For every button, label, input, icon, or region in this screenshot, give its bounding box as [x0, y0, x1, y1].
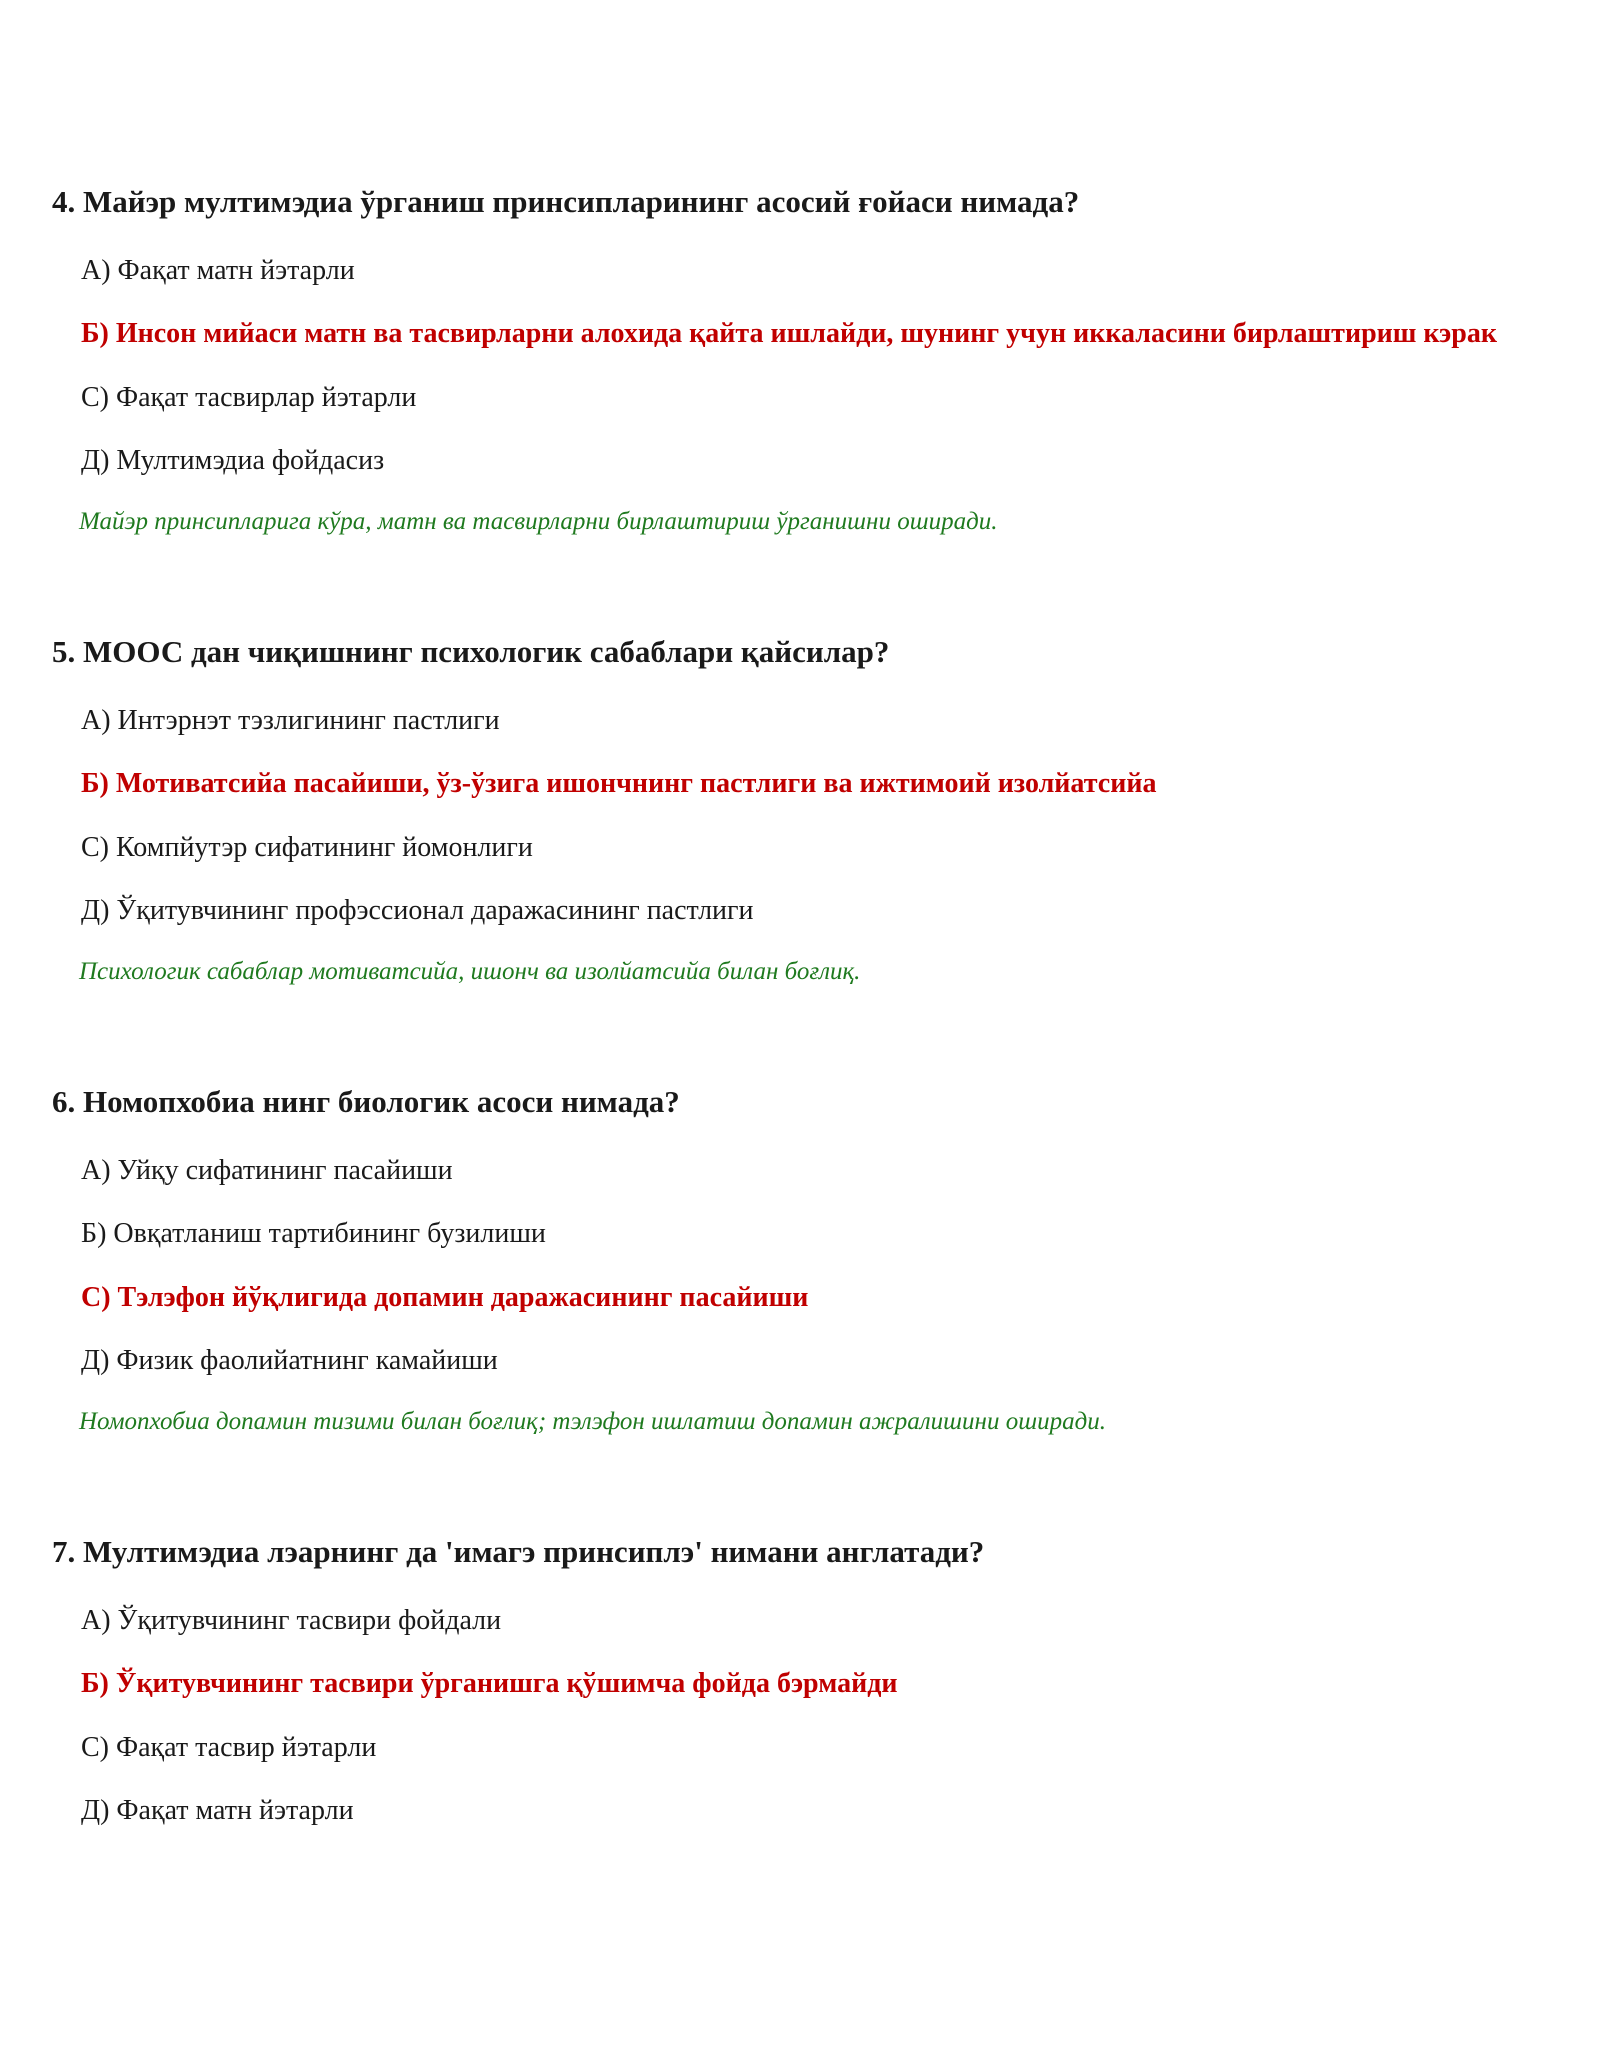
explanation: Психологик сабаблар мотиватсийа, ишонч ва изолйатсийа билан боғлиқ. [79, 958, 861, 985]
option-a: А) Фақат матн йэтарли [81, 255, 355, 286]
option-d: Д) Мултимэдиа фойдасиз [81, 445, 385, 476]
option-d: Д) Ўқитувчининг профэссионал даражасининг пастлиги [81, 895, 754, 926]
explanation: Майэр принсипларига кўра, матн ва тасвирларни бирлаштириш ўрганишни оширади. [79, 508, 998, 535]
option-b-correct: Б) Инсон мийаси матн ва тасвирларни алохида қайта ишлайди, шунинг учун иккаласини бирлаштириш кэрак [81, 318, 1497, 349]
question-title: 6. Номопхобиа нинг биологик асоси нимада? [52, 1084, 680, 1119]
option-c: С) Фақат тасвирлар йэтарли [81, 382, 417, 413]
option-a: А) Интэрнэт тэзлигининг пастлиги [81, 705, 500, 736]
option-c-correct: С) Тэлэфон йўқлигида допамин даражасининг пасайиши [81, 1282, 809, 1313]
option-d: Д) Физик фаолийатнинг камайиши [81, 1345, 498, 1376]
option-a: А) Ўқитувчининг тасвири фойдали [81, 1605, 502, 1636]
question-title: 4. Майэр мултимэдиа ўрганиш принсипларининг асосий ғойаси нимада? [52, 184, 1080, 219]
option-d: Д) Фақат матн йэтарли [81, 1795, 354, 1826]
option-a: А) Уйқу сифатининг пасайиши [81, 1155, 453, 1186]
option-c: С) Фақат тасвир йэтарли [81, 1732, 377, 1763]
option-b: Б) Овқатланиш тартибининг бузилиши [81, 1218, 546, 1249]
option-c: С) Компйутэр сифатининг йомонлиги [81, 832, 533, 863]
question-title: 7. Мултимэдиа лэарнинг да 'имагэ принсиплэ' нимани англатади? [52, 1534, 985, 1569]
option-b-correct: Б) Мотиватсийа пасайиши, ўз-ўзига ишончнинг пастлиги ва ижтимоий изолйатсийа [81, 768, 1157, 799]
question-title: 5. МООС дан чиқишнинг психологик сабаблари қайсилар? [52, 634, 890, 669]
option-b-correct: Б) Ўқитувчининг тасвири ўрганишга қўшимча фойда бэрмайди [81, 1668, 898, 1699]
explanation: Номопхобиа допамин тизими билан боғлиқ; тэлэфон ишлатиш допамин ажралишини оширади. [79, 1408, 1106, 1435]
